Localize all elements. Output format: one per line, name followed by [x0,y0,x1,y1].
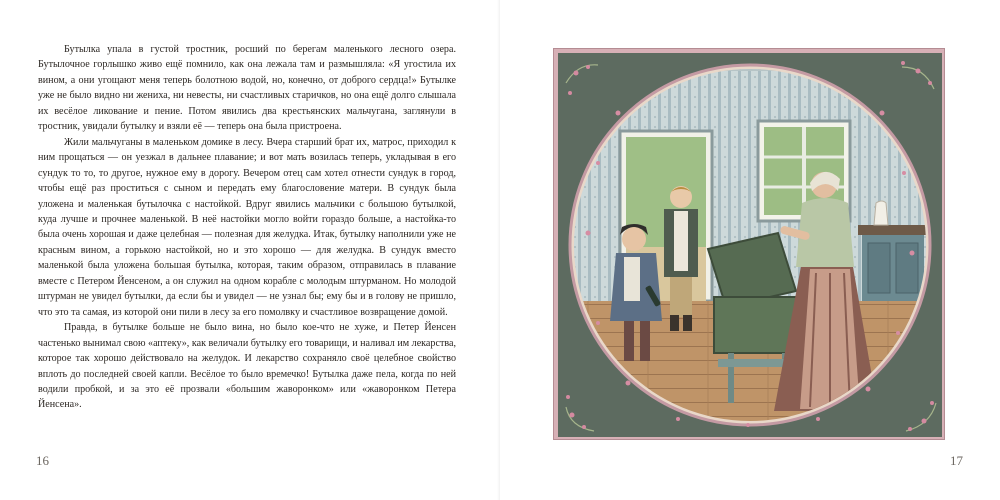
paragraph-1: Бутылка упала в густой тростник, росший по берегам маленького лесного озера. Бутылочное горлышко живо ещё помнило, как она лежала там и размышляла: «Я угостила их вином, а они угощают меня теперь болотною водой, но, конечно, от доброго сердца!» Бутылке уже не было видно ни жениха, ни невесты, ни счастливых старичков, но она ещё долго слышала их весёлое ликование и пение. Потом явились два крестьянских мальчугана, заглянули в тростник, увидали бутылку и взяли её — теперь она была пристроена. [38,44,456,133]
page-number-left: 16 [36,453,49,468]
illustration-art [558,53,942,437]
story-text [38,42,456,413]
paragraph-3: Правда, в бутылке больше не было вина, но было кое-что не хуже, и Петер Йенсен частенько вынимал свою «аптеку», как величали бутылку его товарищи, и наливал им лекарства, которое так хорошо действовало на желудок. И лекарство сохраняло своё целебное свойство вплоть до последней своей капли. Весёлое то было времечко! Бутылка даже пела, когда по ней водили пробкой, и за это её прозвали «большим жаворонком» или «жаворонком Петера Йенсена». [38,322,456,411]
illustration [553,48,945,440]
page-number-right: 17 [950,453,963,468]
paragraph-2: Жили мальчуганы в маленьком домике в лесу. Вчера старший брат их, матрос, приходил к ним прощаться — он уезжал в дальнее плавание; и вот мать возилась теперь, укладывая в его сундук то то, то другое, нужное ему в дорогу. Вечером отец сам хотел отнести сундук в город, чтобы ещё раз проститься с сыном и передать ему благословение матери. В сундук была уложена и маленькая бутылочка с настойкой. Вдруг явились мальчики с большою бутылкой, куда лучше и прочнее маленькой. В неё настойки могло войти гораздо больше, а настойка-то была очень хорошая и даже целебная — полезная для желудка. Итак, бутылку наполнили уже не красным вином, а горькою настойкой, но и это хорошо — для желудка. В сундук вместо маленькой была уложена большая бутылка, которая, таким образом, отправилась в плавание вместе с Петером Йенсеном, а он служил на одном корабле с молодым штурманом. Но молодой штурман не увидел бутылки, да если бы и увидел — не узнал бы; ему бы и в голову не пришло, что это та самая, из которой они пили в лесу за его помолвку и счастливое возвращение домой. [38,136,456,318]
